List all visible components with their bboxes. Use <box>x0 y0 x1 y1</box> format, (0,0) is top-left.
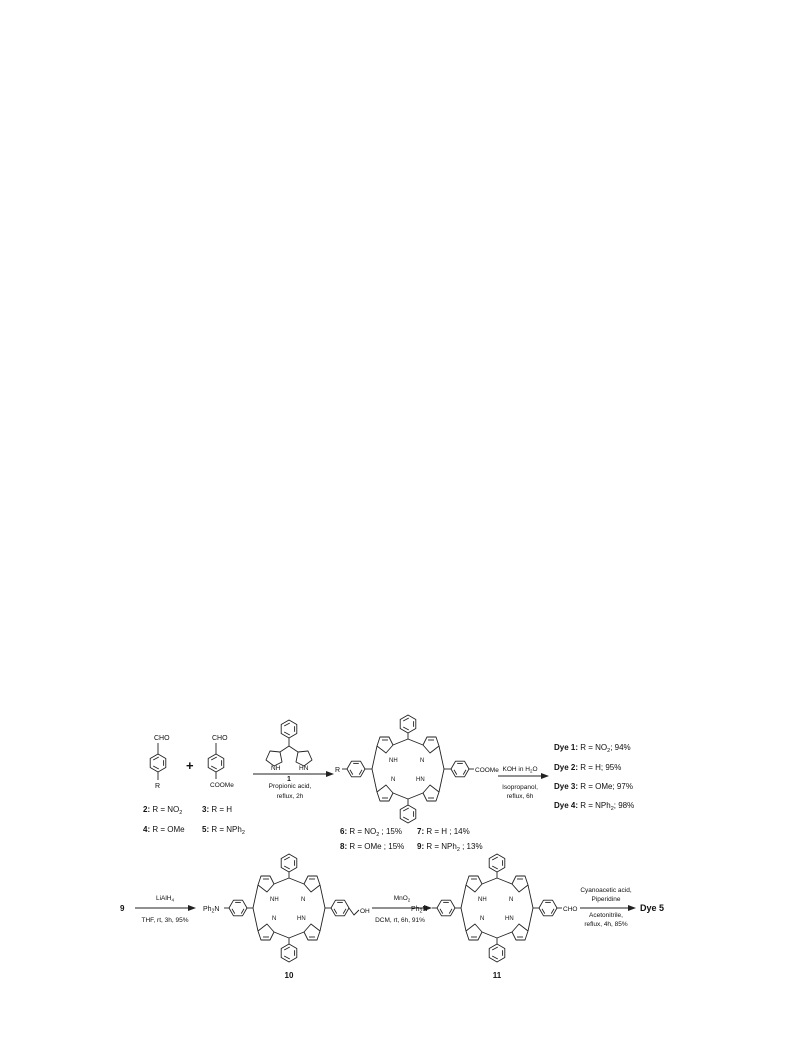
dye-4-label: Dye 4: R = NPh$_2$; 98% <box>554 801 635 812</box>
arrow-3-conditions: THF, rt, 3h, 95% <box>141 917 189 924</box>
porphyrin-nh-label: NH <box>389 758 398 764</box>
dye-1-label: Dye 1: $R = NO_2$; 94% <box>554 743 631 754</box>
arrow-5-reagent-line1: Cyanoacetic acid, <box>580 887 632 894</box>
aldehyde-b-ester-label: COOMe <box>210 782 234 789</box>
dye-3-label: Dye 3: R = OMe; 97% <box>554 782 633 791</box>
compound-3-label: 3: R = H <box>202 805 233 814</box>
compound-11-n-top-label: N <box>509 897 514 903</box>
compound-11-hn-label: HN <box>505 916 514 922</box>
arrow-5-reagent-line2: Piperidine <box>591 896 621 903</box>
arrow-5-conditions-line1: Acetonitrile, <box>589 912 623 919</box>
porphyrin-r-label: R <box>335 767 341 774</box>
arrow-1-conditions-line2: reflux, 2h <box>276 793 304 800</box>
arrow-4-conditions: DCM, rt, 6h, 91% <box>375 917 425 924</box>
reaction-arrow-5-head <box>628 905 636 911</box>
arrow-2-conditions-line1: KOH in $H_2O$ <box>502 766 538 774</box>
aldehyde-a-structure <box>150 735 170 790</box>
reaction-arrow-3-head <box>188 905 196 911</box>
dye-2-label: Dye 2: R = H; 95% <box>554 763 622 772</box>
compound-7-label: 7: R = H ; 14% <box>417 827 470 836</box>
porphyrin-n-left-label: N <box>391 777 396 783</box>
reaction-arrow-2-head <box>541 773 549 779</box>
compound-10-n-left-label: N <box>272 916 277 922</box>
porphyrin-11-structure <box>411 854 577 962</box>
compound-10-n-top-label: N <box>301 897 306 903</box>
arrow-3-reagent: LiAlH$_4$ <box>155 895 175 903</box>
arrow-4-reagent: MnO$_2$ <box>393 895 411 903</box>
porphyrin-ester-structure <box>335 715 499 823</box>
aldehyde-a-cho-label: CHO <box>154 735 170 742</box>
aldehyde-b-cho-label: CHO <box>212 735 228 742</box>
aldehyde-b-structure <box>208 735 234 789</box>
porphyrin-ester-label: COOMe <box>475 767 499 774</box>
compound-11-number: 11 <box>492 971 502 980</box>
compound-9-start-label: 9 <box>120 904 125 913</box>
compound-10-nh-label: NH <box>270 897 279 903</box>
compound-11-ph2n-label: $Ph_2N$ <box>411 906 428 915</box>
dye-5-product: Dye 5 <box>640 903 665 913</box>
compound-10-oh-label: OH <box>360 908 370 915</box>
compound-5-label: 5: R = NPh$_2$ <box>202 825 245 836</box>
reaction-arrow-1-head <box>326 771 334 777</box>
dipyrromethane-hn-label: HN <box>299 765 309 772</box>
arrow-2-conditions-line2: Isopropanol, <box>502 784 538 791</box>
arrow-5-conditions-line2: reflux, 4h, 85% <box>584 921 628 928</box>
arrow-1-conditions-line1: Propionic acid, <box>268 783 312 790</box>
compound-11-cho-label: CHO <box>563 906 578 913</box>
aldehyde-a-r-label: R <box>155 783 161 790</box>
porphyrin-10-structure <box>203 854 370 962</box>
compound-11-n-left-label: N <box>480 916 485 922</box>
dipyrromethane-nh-label: NH <box>271 765 281 772</box>
compound-6-label: 6: $R = NO_2$ ; 15% <box>340 827 402 838</box>
compound-11-nh-label: NH <box>478 897 487 903</box>
porphyrin-n-top-label: N <box>420 758 425 764</box>
compound-2-label: 2: $R = NO_2$ <box>143 805 183 816</box>
porphyrin-hn-label: HN <box>416 777 425 783</box>
dipyrromethane-structure <box>266 720 312 772</box>
compound-9-label: 9: R = NPh$_2$ ; 13% <box>417 842 483 853</box>
compound-1-label: 1 <box>287 776 291 783</box>
arrow-2-conditions-line3: reflux, 6h <box>506 793 534 800</box>
compound-4-label: 4: R = OMe <box>143 825 185 834</box>
compound-10-hn-label: HN <box>297 916 306 922</box>
plus-sign: + <box>186 758 194 773</box>
compound-8-label: 8: R = OMe ; 15% <box>340 842 405 851</box>
compound-10-ph2n-label: $Ph_2N$ <box>203 906 220 915</box>
compound-10-number: 10 <box>284 971 294 980</box>
